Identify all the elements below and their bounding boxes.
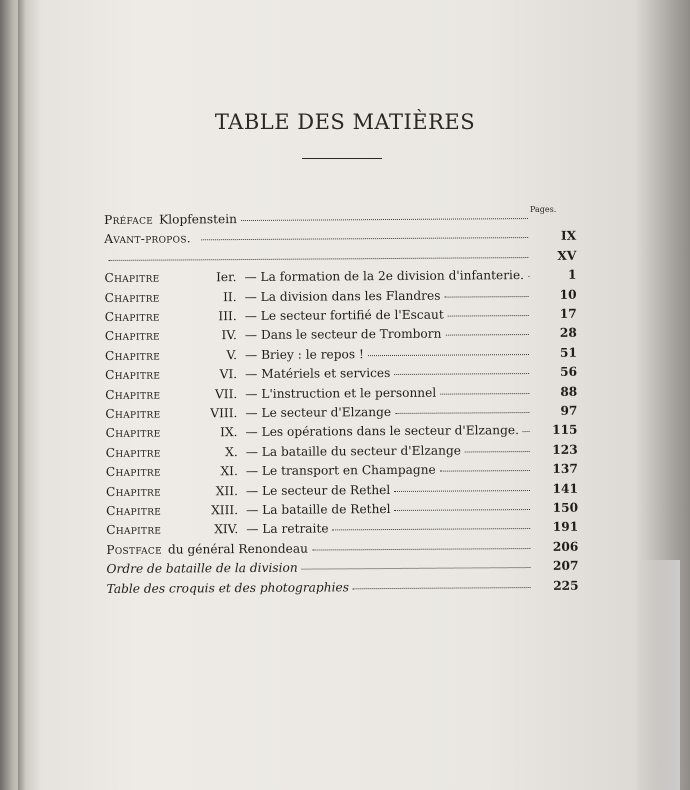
toc-entry-number: Ier. [216,270,237,285]
toc-entry-page: 88 [560,384,578,399]
toc-entry-page: 225 [553,578,579,593]
toc-leader-dots [440,383,529,395]
page-edge-highlight [640,560,680,790]
toc-entry [104,249,576,270]
toc-entry-page: 17 [559,306,577,321]
toc-entry-page: 141 [552,481,578,496]
toc-entry-lead: Chapitre [105,445,161,460]
toc-leader-dots [241,208,528,221]
toc-leader-dots [368,344,529,356]
toc-entry-number: VI. [219,367,238,382]
toc-entry-title: — Briey : le repos ! [244,346,364,362]
toc-entry-number: XIV. [214,522,239,537]
toc-leader-dots [528,266,529,277]
toc-entry-number: II. [223,289,237,304]
toc-leader-dots [395,402,529,414]
toc-leader-dots [445,324,528,336]
toc-leader-dots [332,518,530,530]
toc-leader-dots [302,557,531,570]
toc-entry-lead: Chapitre [106,522,162,538]
toc-entry-title: — Le secteur d'Elzange [245,405,392,421]
toc-entry-title: — La retraite [246,521,329,537]
toc-entry-title: — L'instruction et le personnel [245,385,437,401]
toc-entry-title: — Dans le secteur de Tromborn [244,327,442,343]
toc-entry-title: Ordre de bataille de la division [106,560,298,577]
toc-entry-page: 207 [552,558,579,574]
toc-entry-page: 97 [560,403,578,418]
toc-entry-lead: Chapitre [104,348,161,363]
toc-leader-dots [394,480,530,492]
toc-leader-dots [465,441,530,452]
toc-entry-title: — La division dans les Flandres [244,288,441,304]
toc-entry-title: Table des croquis et des photographies [106,579,349,596]
toc-entry-page: 28 [559,326,577,341]
toc-entry-lead: Chapitre [106,503,162,518]
toc-entry-title: — Les opérations dans le secteur d'Elzange. [245,423,519,440]
toc-entry-page: 56 [560,364,578,380]
toc-entry-lead: Chapitre [104,329,160,344]
toc-entry-lead: Chapitre [105,387,161,402]
toc-entry-number: III. [218,309,237,324]
page-title: TABLE DES MATIÈRES [214,110,476,134]
toc-entry-page: 1 [567,267,577,282]
toc-entry-title: — La bataille de Rethel [246,502,391,518]
toc-entry-lead: Chapitre [105,426,161,441]
toc-entry-lead: Chapitre [105,464,161,480]
toc-leader-dots [394,363,529,375]
toc-entry-page: 191 [552,520,579,535]
toc-entry-lead: Chapitre [104,290,160,305]
toc-entry-number: XI. [220,464,238,479]
toc-leader-dots [108,247,528,261]
toc-entry-page: 115 [552,423,578,438]
toc-entry-number: X. [225,444,238,459]
toc-entry-title: — La bataille du secteur d'Elzange [245,443,461,459]
pages-column-header: Pages. [530,205,557,214]
toc-entry-title: — Le transport en Champagne [245,462,436,479]
toc-entry-page: XV [557,248,577,263]
toc-entry-page: 206 [552,539,579,554]
toc-leader-dots [394,499,530,511]
toc-entry-number: V. [226,347,238,362]
toc-entry-page: 10 [559,287,577,302]
toc-entry-number: XII. [215,483,238,498]
toc-entry-lead: Chapitre [105,406,161,421]
toc-entry-page: 150 [552,500,579,515]
toc-entry-title: — Le secteur fortifié de l'Escaut [244,307,444,324]
toc-entry-lead: Chapitre [105,484,162,499]
toc-entry-number: XIII. [211,503,239,518]
toc-entry-page: 123 [552,442,578,457]
toc-leader-dots [353,577,531,589]
toc-entry-title: — La formation de la 2e division d'infanterie. [244,268,525,285]
toc-entry-title: Klopfenstein [159,212,238,227]
toc-leader-dots [312,538,530,551]
toc-entry-lead: Chapitre [104,309,160,324]
title-rule [302,158,382,159]
toc-entry-lead: Chapitre [104,270,160,286]
toc-entry-lead: Chapitre [105,367,161,383]
toc-entry-page: 51 [559,345,578,360]
toc-leader-dots [448,305,529,317]
toc-entry-number: IV. [221,328,237,343]
toc-entry-title: du général Renondeau [167,541,309,557]
toc-entry [107,578,579,599]
toc-entry-title: — Le secteur de Rethel [245,482,391,498]
toc-leader-dots [201,227,528,240]
toc-entry-lead: Postface [106,542,162,557]
toc-entry-number: IX. [220,425,238,440]
toc-entry-lead: Préface [104,212,154,227]
toc-leader-dots [523,421,530,432]
table-of-contents [104,210,579,605]
toc-entry-number: VIII. [210,406,238,421]
toc-entry-page: 137 [552,461,578,477]
toc-leader-dots [440,460,530,472]
toc-entry-title: — Matériels et services [245,366,391,382]
toc-entry-lead: Avant-propos. [104,231,192,247]
toc-entry [105,404,577,425]
toc-entry-page: IX [560,229,577,244]
toc-leader-dots [444,286,528,298]
toc-entry-number: VII. [214,386,238,401]
